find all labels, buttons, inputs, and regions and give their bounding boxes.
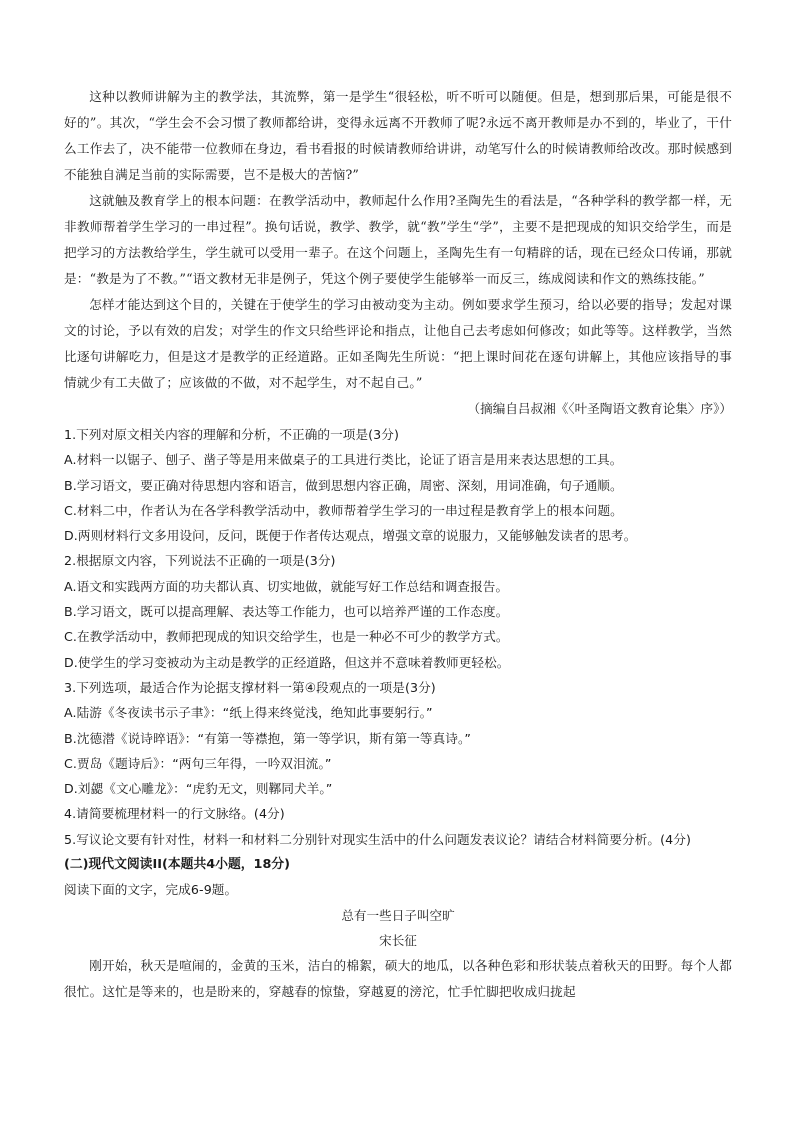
passage-paragraph-3: 怎样才能达到这个目的，关键在于使学生的学习由被动变为主动。例如要求学生预习，给以必要的指导；发起对课文的讨论，予以有效的启发；对学生的作文只给些评论和指点，让他自己去考虑如何修改；如此等等。这样教学，当然比逐句讲解吃力，但是这才是教学的正经道路。正如圣陶先生所说：“把上课时间花在逐句讲解上，其他应该指导的事情就少有工夫做了；应该做的不做，对不起学生，对不起自己。” [64,297,732,390]
source-citation: （摘编自吕叔湘《〈叶圣陶语文教育论集〉序》） [467,401,732,416]
question-3-option-c: C.贾岛《题诗后》：“两句三年得，一吟双泪流。” [64,755,332,771]
question-3-option-d: D.刘勰《文心雕龙》：“虎豹无文，则鞹同犬羊。” [64,781,333,797]
question-4-stem: 4.请简要梳理材料一的行文脉络。(4分) [64,806,285,822]
passage-paragraph-2: 这就触及教育学上的根本问题：在教学活动中，教师起什么作用?圣陶先生的看法是，“各种学科的教学都一样，无非教师帮着学生学习的一串过程”。换句话说，教学、教学，就“教”学生“学”，主要不是把现成的知识交给学生，而是把学习的方法教给学生，学生就可以受用一辈子。在这个问题上，圣陶先生有一句精辟的话，现在已经众口传诵，那就是：“教是为了不教。”“语文教材无非是例子，凭这个例子要使学生能够举一而反三，练成阅读和作文的熟练技能。” [64,193,732,286]
question-2-stem: 2.根据原文内容，下列说法不正确的一项是(3分) [64,553,336,569]
question-1-option-a: A.材料一以锯子、刨子、凿子等是用来做桌子的工具进行类比，论证了语言是用来表达思想的工具。 [64,452,623,468]
story-title: 总有一些日子叫空旷 [341,907,455,923]
reading-instruction: 阅读下面的文字，完成6-9题。 [64,882,238,898]
story-paragraph: 刚开始，秋天是喧闹的，金黄的玉米，洁白的棉絮，硕大的地瓜，以各种色彩和形状装点着秋天的田野。每个人都很忙。这忙是等来的，也是盼来的，穿越春的惊蛰，穿越夏的滂沱，忙手忙脚把收成归拢起 [64,957,732,999]
question-3-option-a: A.陆游《冬夜读书示子聿》：“纸上得来终觉浅，绝知此事要躬行。” [64,705,433,721]
document-page [64,84,732,1005]
story-author: 宋长征 [379,932,417,948]
question-1-option-c: C.材料二中，作者认为在各学科教学活动中，教师帮着学生学习的一串过程是教育学上的根本问题。 [64,502,623,518]
question-list [64,422,732,852]
question-3-option-b: B.沈德潜《说诗晬语》：“有第一等襟抱，第一等学识，斯有第一等真诗。” [64,730,471,746]
question-1-stem: 1.下列对原文相关内容的理解和分析，不正确的一项是(3分) [64,427,400,442]
question-2-option-a: A.语文和实践两方面的功夫都认真、切实地做，就能写好工作总结和调查报告。 [64,578,509,594]
question-5-stem: 5.写议论文要有针对性，材料一和材料二分别针对现实生活中的什么问题发表议论？请结合材料简要分析。(4分) [64,831,691,847]
question-2-option-c: C.在教学活动中，教师把现成的知识交给学生，也是一种必不可少的教学方式。 [64,629,509,645]
question-1-option-b: B.学习语文，要正确对待思想内容和语言，做到思想内容正确，周密、深刻，用词准确，句子通顺。 [64,477,623,493]
passage-paragraph-1: 这种以教师讲解为主的教学法，其流弊，第一是学生“很轻松，听不听可以随便。但是，想到那后果，可能是很不好的”。其次，“学生会不会习惯了教师都给讲，变得永远离不开教师了呢?永远不离开教师是办不到的，毕业了，干什么工作去了，决不能带一位教师在身边，看书看报的时候请教师给讲讲，动笔写什么的时候请教师给改改。那时候感到不能独自满足当前的实际需要，岂不是极大的苦恼?” [64,89,732,182]
question-2-option-b: B.学习语文，既可以提高理解、表达等工作能力，也可以培养严谨的工作态度。 [64,604,509,620]
question-1-option-d: D.两则材料行文多用设问，反问，既便于作者传达观点，增强文章的说服力，又能够触发读者的思考。 [64,528,637,544]
question-3-stem: 3.下列选项，最适合作为论据支撑材料一第④段观点的一项是(3分) [64,679,436,695]
question-2-option-d: D.使学生的学习变被动为主动是教学的正经道路，但这并不意味着教师更轻松。 [64,654,510,670]
section-heading: (二)现代文阅读II(本题共4小题，18分) [64,857,290,873]
